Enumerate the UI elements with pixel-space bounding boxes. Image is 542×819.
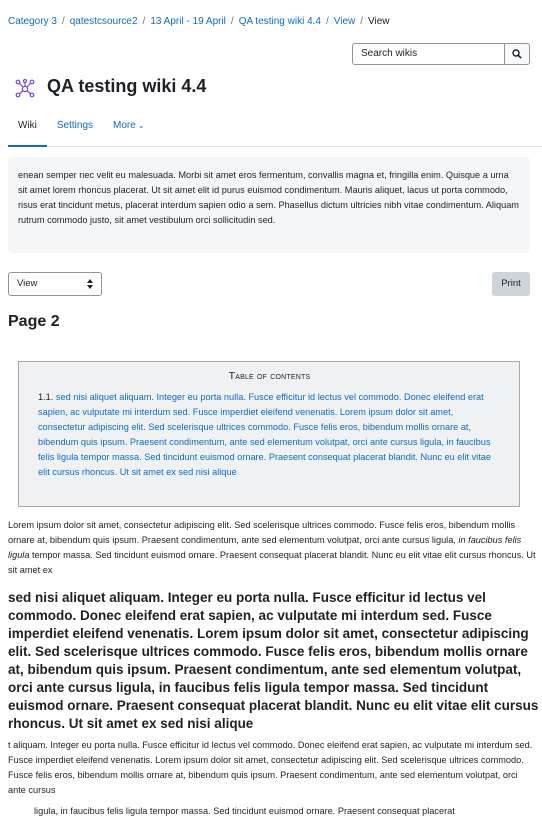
breadcrumb — [8, 16, 390, 27]
tab-more-label: More — [113, 120, 136, 131]
secondary-navigation — [8, 112, 542, 147]
breadcrumb-separator: / — [142, 16, 146, 27]
page-title: QA testing wiki 4.4 — [47, 75, 207, 96]
tab-wiki-label: Wiki — [18, 120, 37, 131]
content-paragraph: t aliquam. Integer eu porta nulla. Fusce efficitur id lectus vel commodo. Donec eleifend erat sapien, ac vulputate mi interdum sed. Fusce imperdiet eleifend venenatis. Lorem ipsum dolor sit amet, consectetur adipiscing elit. Sed scelerisque ultrices commodo. Fusce felis eros, bibendum mollis ornare at, bibendum quis ipsum. Praesent condimentum, ante sed elementum volutpat, orci ante cursus — [8, 740, 533, 795]
toc-entry-number: 1.1. — [38, 392, 54, 402]
search-icon — [512, 49, 522, 59]
content-paragraph — [8, 518, 538, 578]
table-of-contents — [18, 361, 520, 507]
tab-wiki[interactable] — [8, 112, 47, 146]
tab-settings-label: Settings — [56, 120, 94, 131]
page-header — [14, 72, 206, 100]
section-heading: sed nisi aliquet aliquam. Integer eu porta nulla. Fusce efficitur id lectus vel commodo. Donec eleifend erat sapien, ac vulputate mi interdum sed. Fusce imperdiet eleifend venenatis. Lorem ipsum dolor sit amet, consectetur adipiscing elit. Sed scelerisque ultrices commodo. Fusce felis eros, bibendum mollis ornare at, bibendum quis ipsum. Praesent condimentum, ante sed elementum volutpat, orci ante cursus ligula, in faucibus felis ligula tempor massa. Sed tincidunt euismod ornare. Praesent consequat placerat blandit. Nunc eu elit vitae elit cursus rhoncus. Ut sit amet ex sed nisi alique — [8, 590, 539, 731]
breadcrumb-category[interactable]: Category 3 — [8, 16, 57, 27]
search-button[interactable] — [505, 43, 530, 65]
breadcrumb-separator: / — [61, 16, 65, 27]
view-select[interactable] — [8, 272, 102, 296]
search-form — [352, 43, 530, 65]
breadcrumb-wiki[interactable]: QA testing wiki 4.4 — [238, 16, 321, 27]
toc-entry-link[interactable]: sed nisi aliquet aliquam. Integer eu porta nulla. Fusce efficitur id lectus vel commodo. Donec eleifend erat sapien, ac vulputate mi interdum sed. Fusce imperdiet eleifend venenatis. Lorem ipsum dolor sit amet, consectetur adipiscing elit. Sed scelerisque ultrices commodo. Fusce felis eros, bibendum mollis ornare at, bibendum quis ipsum. Praesent condimentum, ante sed elementum volutpat, orci ante cursus ligula, in faucibus felis ligula tempor massa. Sed tincidunt euismod ornare. Praesent consequat placerat blandit. Nunc eu elit vitae elit cursus rhoncus. Ut sit amet ex sed nisi alique — [38, 392, 491, 477]
wiki-module-icon — [14, 78, 36, 100]
breadcrumb-separator: / — [325, 16, 329, 27]
select-arrows-icon — [87, 278, 93, 290]
content-paragraph: ligula, in faucibus felis ligula tempor massa. Sed tincidunt euismod ornare. Praesent consequat placerat — [34, 806, 455, 816]
view-select-value: View — [17, 278, 38, 289]
breadcrumb-separator: / — [360, 16, 364, 27]
chevron-down-icon: ⌄ — [137, 121, 145, 130]
tab-more[interactable] — [103, 112, 155, 146]
wiki-intro: enean semper nec velit eu malesuada. Morbi sit amet eros fermentum, convallis magna et, fringilla enim. Quisque a urna sit amet lorem rhoncus placerat. Ut sit amet elit id purus euismod condimentum. Mauris aliquet, lacus ut porta commodo, risus erat tincidunt metus, placerat interdum sapien odio a sem. Phasellus dictum ultricies nibh vitae condimentum. Aliquam rutrum commodo justo, sit amet vestibulum orci sollicitudin sed. — [8, 157, 530, 253]
print-button[interactable]: Print — [492, 272, 530, 296]
content-text: tempor massa. Sed tincidunt euismod ornare. Praesent consequat placerat blandit. Nunc eu elit vitae elit cursus rhoncus. Ut sit amet ex — [8, 550, 536, 575]
breadcrumb-separator: / — [230, 16, 234, 27]
search-input[interactable]: Search wikis — [352, 43, 505, 65]
breadcrumb-section[interactable]: 13 April - 19 April — [150, 16, 226, 27]
toc-title: Table of contents — [228, 370, 311, 382]
breadcrumb-current: View — [368, 16, 390, 27]
breadcrumb-view-link[interactable]: View — [333, 16, 356, 27]
tab-settings[interactable] — [47, 112, 103, 146]
toc-entry — [38, 390, 501, 480]
wiki-page-title: Page 2 — [8, 313, 60, 330]
content-italic-text: , in faucibus felis ligula — [8, 535, 522, 560]
breadcrumb-course[interactable]: qatestcsource2 — [69, 16, 138, 27]
content-text: Lorem ipsum dolor sit amet, consectetur adipiscing elit. Sed scelerisque ultrices commodo. Fusce felis eros, bibendum mollis ornare at, bibendum quis ipsum. Praesent condimentum, ante sed elementum volutpat, orci ante cursus ligula — [8, 520, 516, 545]
